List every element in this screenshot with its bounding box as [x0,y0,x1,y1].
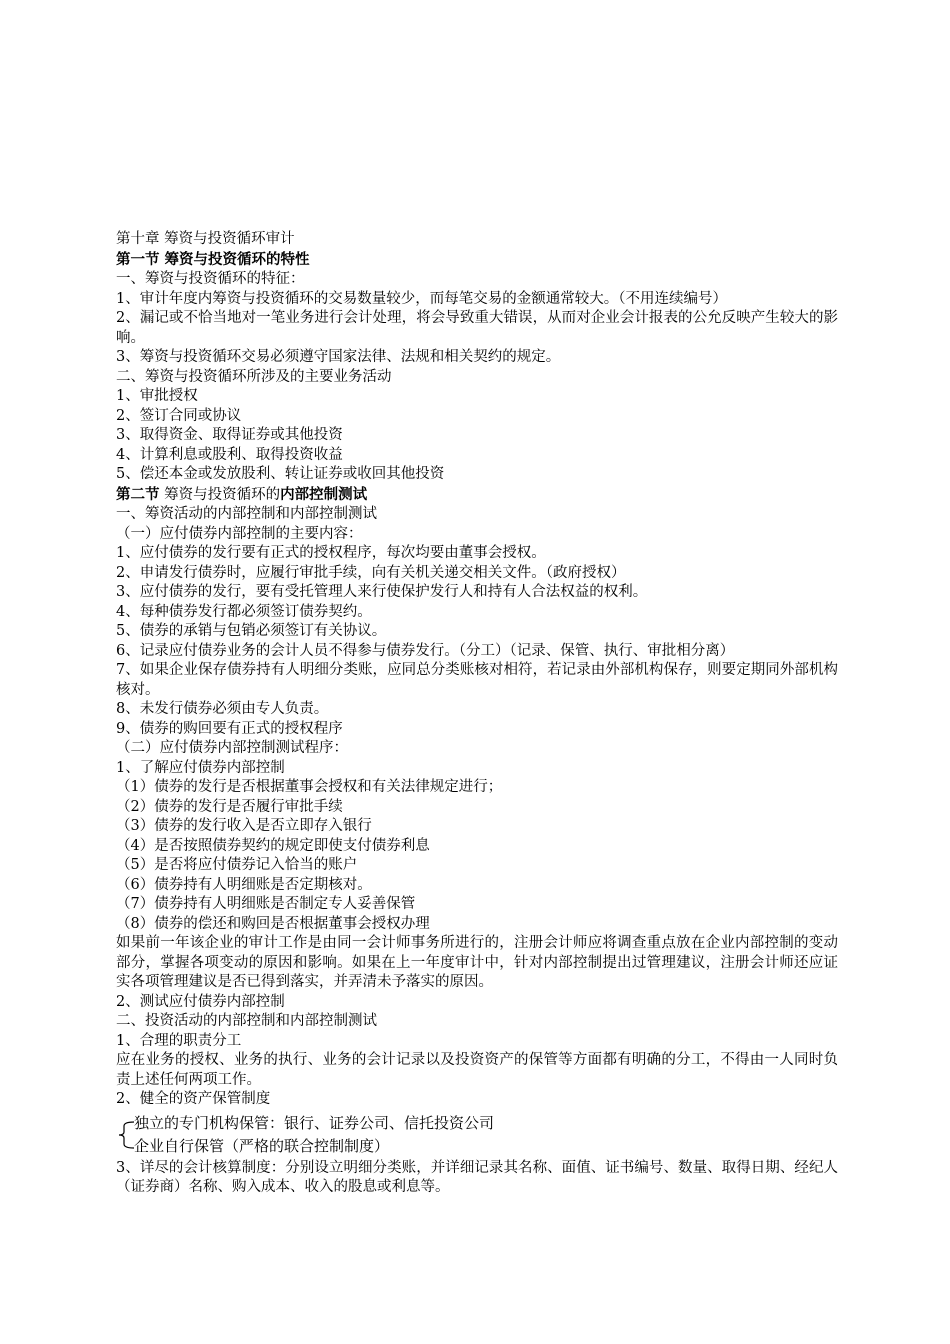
s1-paragraph: 2、漏记或不恰当地对一笔业务进行会计处理，将会导致重大错误，从而对企业会计报表的公允反映产生较大的影响。 [116,310,838,346]
s1-line: 2、签订合同或协议 [116,407,242,424]
custody-option-1: 独立的专门机构保管：银行、证券公司、信托投资公司 [134,1113,495,1132]
s1-line: 4、计算利息或股利、取得投资收益 [116,446,343,463]
s2-line: 9、债券的购回要有正式的授权程序 [116,720,343,737]
s2-line: 2、健全的资产保管制度 [116,1091,271,1107]
s2-line: 4、每种债券发行都必须签订债券契约。 [116,603,372,620]
s2-line: （5）是否将应付债券记入恰当的账户 [116,857,358,873]
s2-paragraph: 应在业务的授权、业务的执行、业务的会计记录以及投资资产的保管等方面都有明确的分工，不得由一人同时负责上述任何两项工作。 [116,1052,838,1088]
s2-line: （6）债券持有人明细账是否定期核对。 [116,876,372,893]
s1-line: 5、偿还本金或发放股利、转让证券或收回其他投资 [116,466,445,482]
s2-line: （2）债券的发行是否履行审批手续 [116,798,343,815]
section-2-prefix: 第二节 [116,485,160,503]
s2-line: 3、应付债券的发行，要有受托管理人来行使保护发行人和持有人合法权益的权利。 [116,584,648,600]
s2-line: （二）应付债券内部控制测试程序： [116,740,348,756]
s1-line: 3、取得资金、取得证券或其他投资 [116,427,343,443]
s2-paragraph: 如果前一年该企业的审计工作是由同一会计师事务所进行的，注册会计师应将调查重点放在企业内部控制的变动部分，掌握各项变动的原因和影响。如果在上一年度审计中，针对内部控制提出过管理建议，注册会计师还应证实各项管理建议是否已得到落实，并弄清未予落实的原因。 [116,935,838,990]
s2-paragraph: 7、如果企业保存债券持有人明细分类账，应同总分类账核对相符，若记录由外部机构保存，则要定期同外部机构核对。 [116,662,838,698]
s1-line: 二、筹资与投资循环所涉及的主要业务活动 [116,368,392,385]
s2-line: 8、未发行债券必须由专人负责。 [116,701,329,717]
s2-paragraph: 6、记录应付债券业务的会计人员不得参与债券发行。（分工）（记录、保管、执行、审批相分离） [116,642,735,659]
s1-line: 3、筹资与投资循环交易必须遵守国家法律、法规和相关契约的规定。 [116,349,561,365]
s2-line: 二、投资活动的内部控制和内部控制测试 [116,1013,377,1029]
s2-paragraph: 3、详尽的会计核算制度：分别设立明细分类账，并详细记录其名称、面值、证书编号、数量、取得日期、经纪人（证券商）名称、购入成本、收入的股息或利息等。 [116,1159,838,1195]
s1-line: 一、筹资与投资循环的特征： [116,271,305,287]
section-2-title-bold: 内部控制测试 [280,485,368,503]
s1-line: 1、审批授权 [116,388,198,404]
s2-line: 1、合理的职责分工 [116,1032,242,1049]
s2-line: （一）应付债券内部控制的主要内容： [116,525,363,542]
s2-line: 2、申请发行债券时，应履行审批手续，向有关机关递交相关文件。（政府授权） [116,564,626,581]
s2-line: （4）是否按照债券契约的规定即使支付债券利息 [116,837,430,854]
s2-line: 1、了解应付债券内部控制 [116,759,285,776]
chapter-title: 第十章 筹资与投资循环审计 [116,231,295,247]
s2-line: （3）债券的发行收入是否立即存入银行 [116,818,372,834]
s2-line: （7）债券持有人明细账是否制定专人妥善保管 [116,896,416,912]
s2-line: 1、应付债券的发行要有正式的授权程序，每次均要由董事会授权。 [116,545,546,561]
custody-bracket-diagram [116,1112,838,1158]
custody-option-2: 企业自行保管（严格的联合控制制度） [134,1136,390,1155]
s1-line: 1、审计年度内筹资与投资循环的交易数量较少，而每笔交易的金额通常较大。（不用连续编号） [116,290,727,307]
section-1-title: 筹资与投资循环的特性 [159,250,310,268]
section-2-title: 筹资与投资循环的 [159,486,281,503]
s2-line: 一、筹资活动的内部控制和内部控制测试 [116,506,377,522]
s2-line: （1）债券的发行是否根据董事会授权和有关法律规定进行； [116,779,503,795]
s2-line: （8）债券的偿还和购回是否根据董事会授权办理 [116,915,430,932]
s2-line: 2、测试应付债券内部控制 [116,993,285,1010]
s2-line: 5、债券的承销与包销必须签订有关协议。 [116,623,387,639]
document-page [116,230,838,1198]
section-1-prefix: 第一节 [116,250,160,268]
section-1-heading [116,250,838,271]
left-brace-icon [116,1112,136,1158]
section-2-heading [116,485,838,506]
